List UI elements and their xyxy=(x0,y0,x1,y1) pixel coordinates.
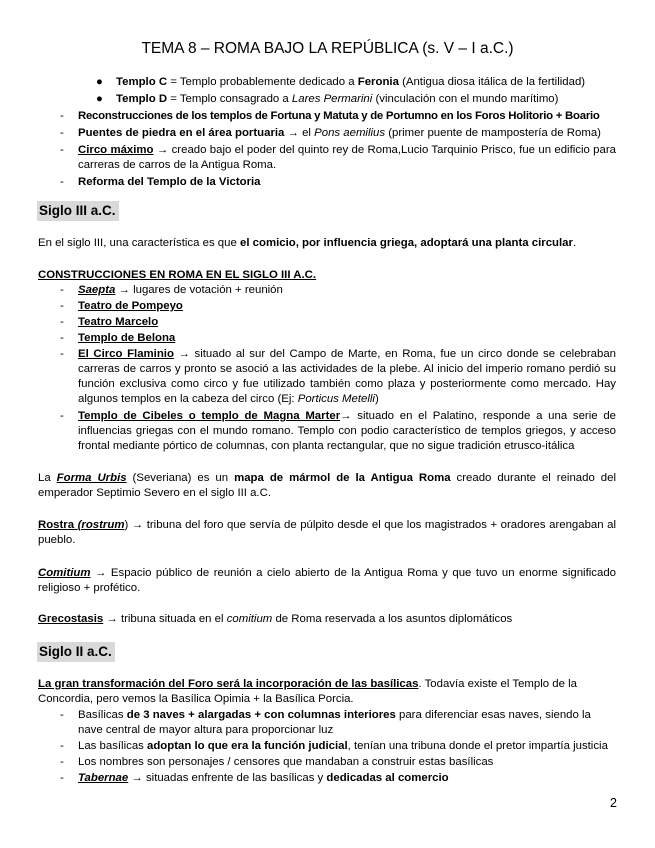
text: mapa de mármol de la Antigua Roma xyxy=(234,472,451,484)
dash-icon: - xyxy=(60,332,64,344)
text: La xyxy=(38,472,57,484)
forma-urbis-paragraph xyxy=(38,471,616,501)
term: El Circo Flaminio xyxy=(78,348,174,360)
text: tribuna situada en el xyxy=(117,613,227,625)
term: Circo máximo xyxy=(78,144,154,156)
constructions-list xyxy=(38,283,616,454)
list-item xyxy=(38,109,616,124)
list-item xyxy=(38,143,616,173)
term: comitium xyxy=(226,613,273,625)
list-item xyxy=(38,175,616,190)
sec2-intro xyxy=(38,677,616,707)
dash-icon: - xyxy=(60,709,64,721)
arrow-icon: → xyxy=(106,613,118,625)
list-item xyxy=(38,92,616,107)
text: (Antigua diosa itálica de la fertilidad) xyxy=(398,76,586,88)
text: , tenían una tribuna donde el pretor impartía justicia xyxy=(347,740,608,752)
list-item xyxy=(38,315,616,330)
arrow-icon: → xyxy=(118,284,130,296)
arrow-icon: → xyxy=(340,410,352,422)
section-heading: Siglo III a.C. xyxy=(37,201,119,221)
term: Comitium xyxy=(38,567,91,579)
comitium-paragraph xyxy=(38,566,616,596)
subheading: CONSTRUCCIONES EN ROMA EN EL SIGLO III A.C. xyxy=(38,269,317,281)
list-item xyxy=(38,771,616,786)
term: Templo de Belona xyxy=(78,332,176,344)
term: Puentes de piedra en el área portuaria xyxy=(78,127,285,139)
text: (vinculación con el mundo marítimo) xyxy=(372,93,559,105)
text: el comicio, por influencia griega, adoptará una planta circular xyxy=(239,237,573,249)
text: situadas enfrente de las basílicas y xyxy=(142,772,327,784)
arrow-icon: → xyxy=(95,567,107,579)
text: situado en el Palatino, responde a una serie de influencias griegas con el mundo romano. Templo con podio característico de templos griegos, y acceso frontal mediante pórtico de columnas, con planta rectangular, que no sigue tradición etrusco-itálica xyxy=(78,410,616,452)
text: de Roma reservada a los asuntos diplomáticos xyxy=(272,613,513,625)
text: (Severiana) es un xyxy=(126,472,235,484)
text: = Templo probablemente dedicado a xyxy=(167,76,358,88)
text: Reconstrucciones de los templos de Fortuna y Matuta y de Portumno en los Foros Holitorio + Boario xyxy=(78,110,600,122)
term: Templo de Cibeles o templo de Magna Marter xyxy=(78,410,341,422)
term: Saepta xyxy=(78,284,116,296)
dash-icon: - xyxy=(60,740,64,752)
text: tribuna del foro que servía de púlpito desde el que los magistrados + oradores arengaban al pueblo. xyxy=(38,519,616,546)
bullet-icon: ● xyxy=(96,76,103,88)
arrow-icon: → xyxy=(178,348,190,360)
arrow-icon: → xyxy=(131,519,144,531)
list-item xyxy=(38,331,616,346)
term: Teatro Marcelo xyxy=(78,316,159,328)
text: . Todavía existe el Templo de la Concordia, pero vemos la Basílica Opimia + la Basílica Porcia. xyxy=(38,678,577,705)
dash-icon: - xyxy=(60,176,64,188)
text: En el siglo III, una característica es que xyxy=(38,237,240,249)
term: Templo C xyxy=(116,76,168,88)
dash-icon: - xyxy=(60,284,64,296)
term: Templo D xyxy=(116,93,168,105)
list-item xyxy=(38,75,616,90)
term: Lares Permarini xyxy=(291,93,373,105)
basilicas-list xyxy=(38,708,616,786)
dash-icon: - xyxy=(60,316,64,328)
page-number: 2 xyxy=(610,796,617,810)
list-item xyxy=(38,283,616,298)
text: Espacio público de reunión a cielo abierto de la Antigua Roma y que tuvo un enorme significado religioso + profético. xyxy=(38,567,616,594)
text: Los nombres son personajes / censores que mandaban a construir estas basílicas xyxy=(78,756,494,768)
list-item xyxy=(38,347,616,407)
text: lugares de votación + reunión xyxy=(129,284,283,296)
text: Las basílicas xyxy=(78,740,148,752)
term: Porticus Metelli xyxy=(297,393,375,405)
list-item xyxy=(38,739,616,754)
bullet-icon: ● xyxy=(96,93,103,105)
arrow-icon: → xyxy=(287,127,299,139)
text: creado durante el reinado del emperador Septimio Severo en el siglo III a.C. xyxy=(38,472,616,499)
dash-icon: - xyxy=(60,300,64,312)
text: Basílicas xyxy=(78,709,127,721)
section-heading: Siglo II a.C. xyxy=(37,642,115,662)
text: adoptan lo que era la función judicial xyxy=(147,740,348,752)
dash-icon: - xyxy=(60,756,64,768)
term: (rostrum xyxy=(77,519,125,531)
term: Feronia xyxy=(357,76,399,88)
term: Rostra xyxy=(38,519,75,531)
text: . xyxy=(572,237,577,249)
list-item xyxy=(38,299,616,314)
text: La gran transformación del Foro será la incorporación de las basílicas xyxy=(38,678,419,690)
text: de 3 naves + alargadas + con columnas interiores xyxy=(126,709,396,721)
dash-icon: - xyxy=(60,348,64,360)
text: el xyxy=(298,127,315,139)
constructions-title xyxy=(38,268,616,283)
list-item xyxy=(38,409,616,454)
text: ) xyxy=(124,519,129,531)
term: Tabernae xyxy=(78,772,129,784)
dash-icon: - xyxy=(60,772,64,784)
dash-icon: - xyxy=(60,144,64,156)
term: Teatro de Pompeyo xyxy=(78,300,183,312)
text: (primer puente de mampostería de Roma) xyxy=(385,127,601,139)
list-item xyxy=(38,126,616,141)
term: Forma Urbis xyxy=(56,472,127,484)
text: dedicadas al comercio xyxy=(326,772,449,784)
grecostasis-paragraph xyxy=(38,612,616,627)
page-title: TEMA 8 – ROMA BAJO LA REPÚBLICA (s. V – I a.C.) xyxy=(141,40,514,57)
term: Pons aemilius xyxy=(314,127,386,139)
dash-icon: - xyxy=(60,127,64,139)
text: ) xyxy=(374,393,379,405)
sec3-intro xyxy=(38,236,616,251)
text: Reforma del Templo de la Victoria xyxy=(78,176,261,188)
text: = Templo consagrado a xyxy=(167,93,292,105)
term: Grecostasis xyxy=(38,613,104,625)
rostra-paragraph xyxy=(38,518,616,548)
list-item xyxy=(38,708,616,738)
arrow-icon: → xyxy=(131,772,143,784)
dash-icon: - xyxy=(60,110,64,122)
dash-icon: - xyxy=(60,410,64,422)
text: creado bajo el poder del quinto rey de Roma,Lucio Tarquinio Prisco, fue un edificio para carreras de carros de la Antigua Roma. xyxy=(78,144,616,171)
arrow-icon: → xyxy=(156,144,169,156)
text: situado al sur del Campo de Marte, en Roma, fue un circo donde se celebraban carreras de carros y pronto se asoció a las actividades de la plebe. Al inicio del imperio romano perdió su función exclusiva como circo y fue utilizado también como plaza y posteriormente como mercado. Hay algunos templos en la cabeza del circo (Ej: xyxy=(78,348,616,405)
top-list xyxy=(38,75,616,190)
text: para diferenciar esas naves, siendo la nave central de mayor altura para proporcionar luz xyxy=(78,709,591,736)
list-item xyxy=(38,755,616,770)
